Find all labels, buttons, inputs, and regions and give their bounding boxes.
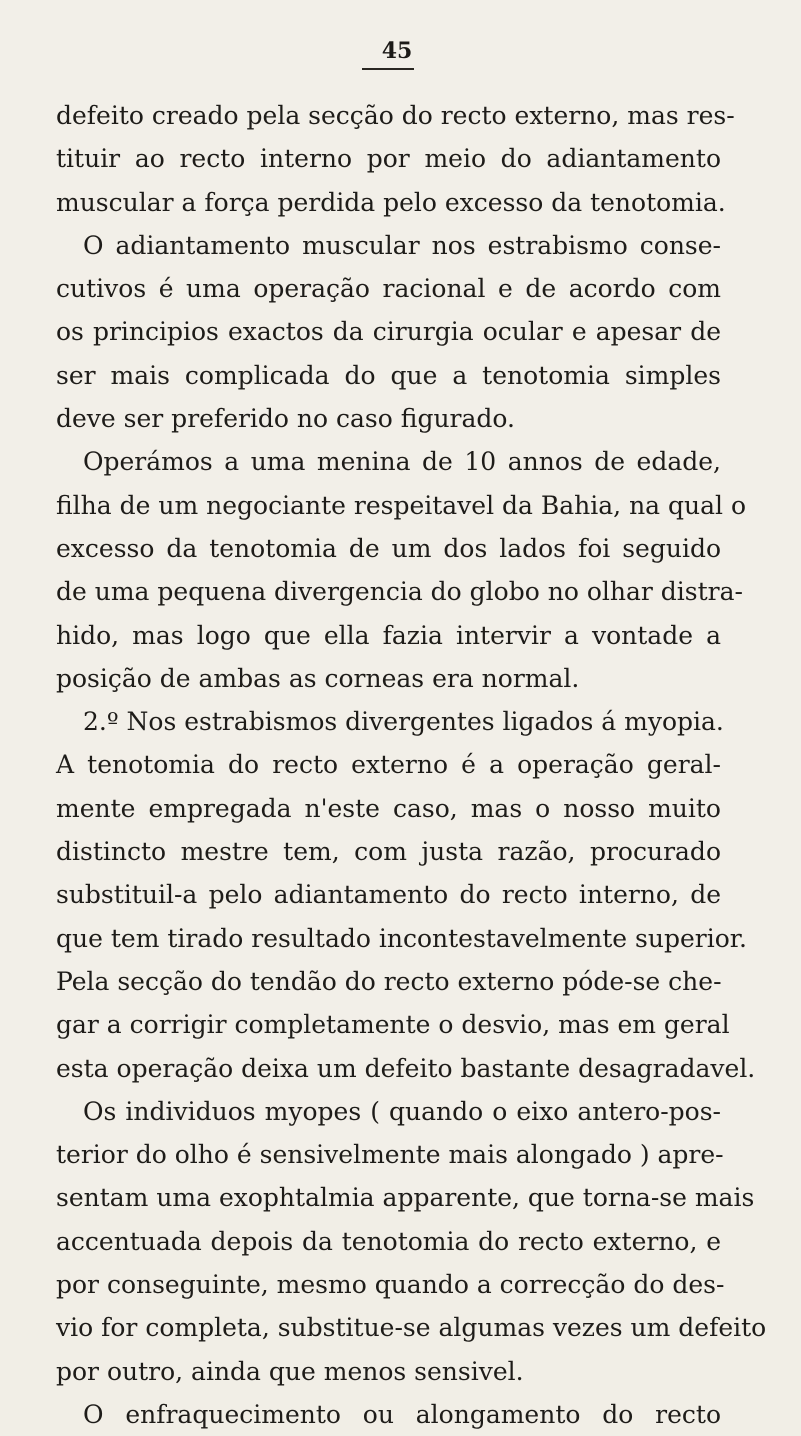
text-line: Pela secção do tendão do recto externo póde-se che-: [56, 966, 722, 996]
text-line: distincto mestre tem, com justa razão, procurado: [56, 837, 721, 867]
page-number: 45: [381, 38, 413, 64]
text-line: muscular a força perdida pelo excesso da tenotomia.: [56, 187, 726, 217]
text-line: os principios exactos da cirurgia ocular e apesar de: [56, 317, 721, 347]
text-line: substituil-a pelo adiantamento do recto interno, de: [56, 880, 721, 910]
text-line: defeito creado pela secção do recto externo, mas res-: [56, 101, 735, 130]
text-line: Operámos a uma menina de 10 annos de edade,: [83, 447, 721, 477]
header-rule: [362, 68, 414, 70]
text-line: 2.º Nos estrabismos divergentes ligados á myopia.: [83, 707, 724, 737]
text-line: vio for completa, substitue-se algumas vezes um defeito: [56, 1313, 767, 1343]
text-line: excesso da tenotomia de um dos lados foi seguido: [56, 533, 721, 563]
text-line: ser mais complicada do que a tenotomia simples: [56, 360, 721, 390]
text-line: esta operação deixa um defeito bastante desagradavel.: [56, 1053, 756, 1083]
text-line: gar a corrigir completamente o desvio, mas em geral: [56, 1010, 730, 1040]
text-line: O enfraquecimento ou alongamento do recto: [83, 1399, 721, 1429]
text-line: A tenotomia do recto externo é a operação geral-: [56, 750, 721, 780]
body-text: [56, 94, 767, 1436]
text-line: O adiantamento muscular nos estrabismo conse-: [83, 230, 721, 260]
text-line: sentam uma exophtalmia apparente, que torna-se mais: [56, 1183, 755, 1213]
text-line: cutivos é uma operação racional e de acordo com: [56, 274, 721, 304]
text-line: hido, mas logo que ella fazia intervir a vontade a: [56, 620, 721, 650]
text-line: terior do olho é sensivelmente mais alongado ) apre-: [56, 1140, 724, 1170]
text-line: Os individuos myopes ( quando o eixo antero-pos-: [83, 1096, 721, 1126]
text-line: filha de um negociante respeitavel da Bahia, na qual o: [56, 490, 747, 520]
text-line: que tem tirado resultado incontestavelmente superior.: [56, 923, 747, 953]
text-line: de uma pequena divergencia do globo no olhar distra-: [56, 577, 743, 607]
text-line: posição de ambas as corneas era normal.: [56, 663, 580, 693]
text-line: deve ser preferido no caso figurado.: [56, 404, 515, 434]
text-line: tituir ao recto interno por meio do adiantamento: [56, 144, 721, 174]
text-line: por conseguinte, mesmo quando a correcção do des-: [56, 1270, 725, 1300]
text-line: mente empregada n'este caso, mas o nosso muito: [56, 793, 721, 823]
text-line: por outro, ainda que menos sensivel.: [56, 1356, 524, 1386]
text-line: accentuada depois da tenotomia do recto externo, e: [56, 1226, 721, 1256]
